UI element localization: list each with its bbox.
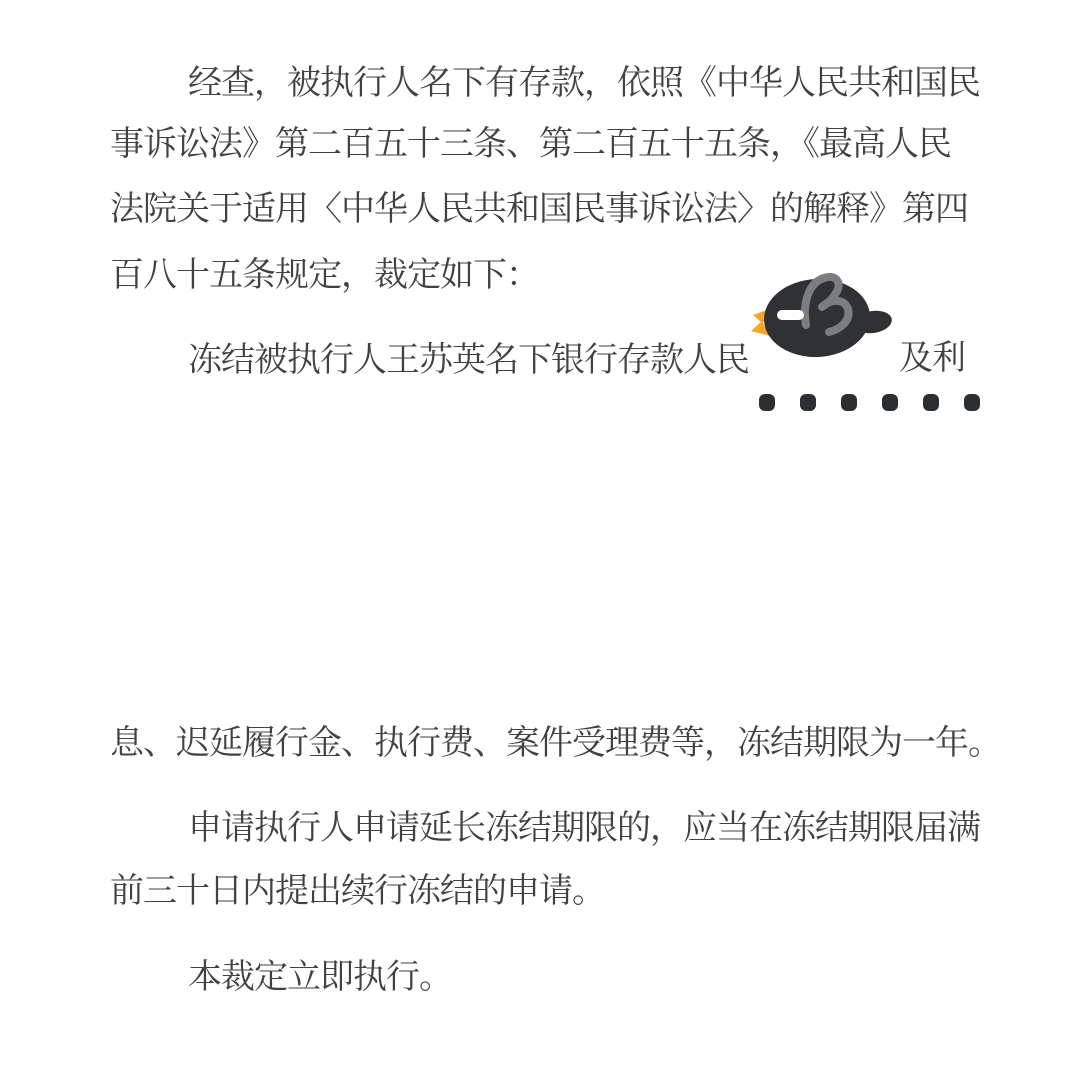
censor-dot xyxy=(759,394,775,411)
ruling-text-line: 法院关于适用〈中华人民共和国民事诉讼法〉的解释》第四 xyxy=(110,191,968,228)
ruling-text-line: 及利 xyxy=(899,340,965,377)
censor-dot xyxy=(923,394,939,411)
ruling-text-line: 冻结被执行人王苏英名下银行存款人民 xyxy=(188,342,749,379)
censor-dot xyxy=(964,394,980,411)
censor-dot xyxy=(882,394,898,411)
censor-dots xyxy=(759,394,980,411)
ruling-text-line: 息、迟延履行金、执行费、案件受理费等，冻结期限为一年。 xyxy=(110,725,1001,762)
ruling-text-line: 事诉讼法》第二百五十三条、第二百五十五条，《最高人民 xyxy=(110,126,951,163)
ruling-text-line: 经查，被执行人名下有存款，依照《中华人民共和国民 xyxy=(188,65,980,102)
censor-dot xyxy=(841,394,857,411)
censor-dot xyxy=(800,394,816,411)
ruling-text-line: 前三十日内提出续行冻结的申请。 xyxy=(110,873,605,910)
bird-eye xyxy=(777,310,804,320)
ruling-text-line: 申请执行人申请延长冻结期限的，应当在冻结期限届满 xyxy=(188,810,980,847)
ruling-text-line: 百八十五条规定，裁定如下： xyxy=(110,257,539,294)
ruling-text-line: 本裁定立即执行。 xyxy=(188,959,452,996)
bird-sticker xyxy=(746,271,896,363)
